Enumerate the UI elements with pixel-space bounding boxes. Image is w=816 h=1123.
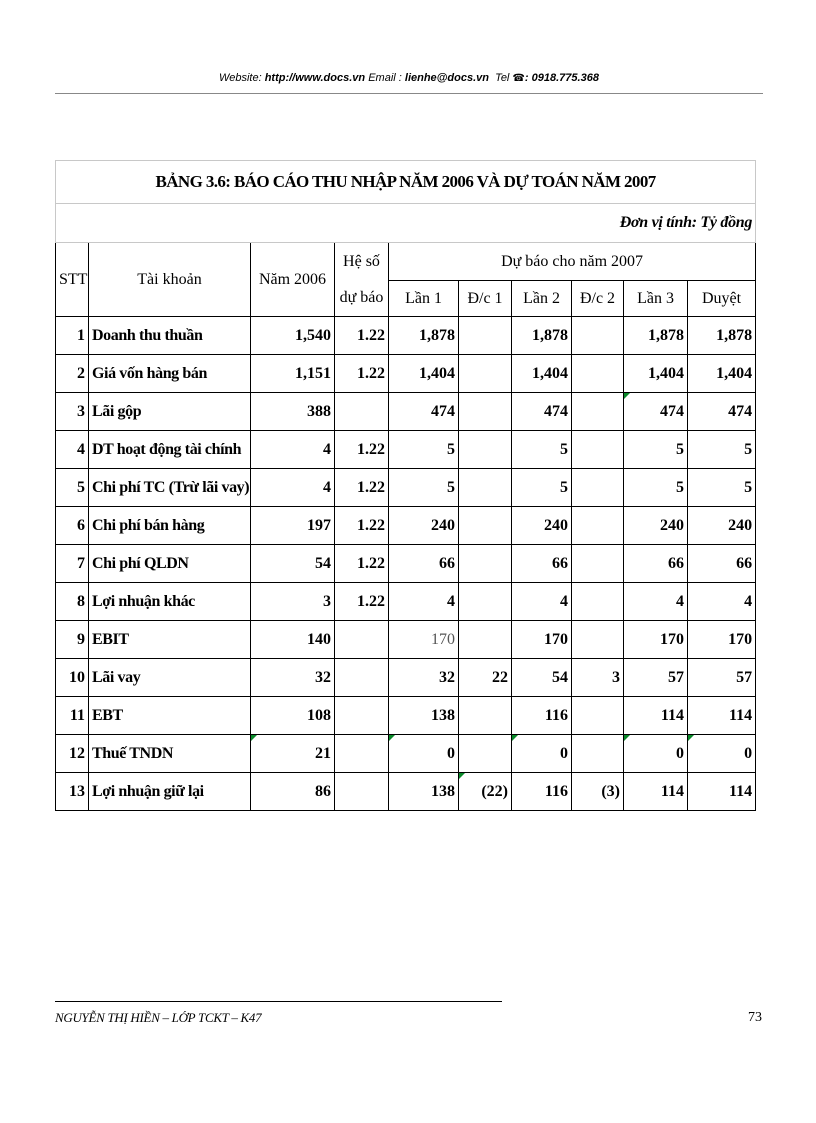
- cell-dc2: [572, 317, 624, 355]
- header-stt: STT: [56, 243, 89, 317]
- cell-lan3: 114: [624, 697, 688, 735]
- cell-dc2: (3): [572, 773, 624, 811]
- cell-dc2: [572, 621, 624, 659]
- cell-dc2: [572, 697, 624, 735]
- cell-stt: 7: [56, 545, 89, 583]
- cell-dc1: [459, 393, 512, 431]
- cell-lan1: 32: [389, 659, 459, 697]
- cell-lan1: 0: [389, 735, 459, 773]
- header-lan3: Lần 3: [624, 281, 688, 317]
- cell-coef: 1.22: [335, 583, 389, 621]
- cell-name: Thuế TNDN: [89, 735, 251, 773]
- table-row: [56, 621, 756, 659]
- header-account: Tài khoản: [89, 243, 251, 317]
- table-row: [56, 317, 756, 355]
- cell-lan2: 240: [512, 507, 572, 545]
- table-row: [56, 773, 756, 811]
- cell-coef: [335, 773, 389, 811]
- cell-lan3: 474: [624, 393, 688, 431]
- cell-lan2: 54: [512, 659, 572, 697]
- cell-lan2: 5: [512, 469, 572, 507]
- cell-dc2: [572, 355, 624, 393]
- cell-lan3: 170: [624, 621, 688, 659]
- cell-lan2: 1,878: [512, 317, 572, 355]
- cell-lan2: 5: [512, 431, 572, 469]
- cell-dc1: [459, 735, 512, 773]
- cell-coef: [335, 697, 389, 735]
- cell-lan3: 5: [624, 469, 688, 507]
- cell-dc1: 22: [459, 659, 512, 697]
- header-dc1: Đ/c 1: [459, 281, 512, 317]
- tel-label: Tel: [495, 72, 510, 84]
- cell-lan2: 170: [512, 621, 572, 659]
- footer-rule: [55, 1001, 502, 1002]
- cell-coef: 1.22: [335, 431, 389, 469]
- cell-duyet: 240: [688, 507, 756, 545]
- cell-lan2: 4: [512, 583, 572, 621]
- table-row: [56, 735, 756, 773]
- cell-y2006: 54: [251, 545, 335, 583]
- cell-dc2: [572, 583, 624, 621]
- table-title: BẢNG 3.6: BÁO CÁO THU NHẬP NĂM 2006 VÀ DỰ TOÁN NĂM 2007: [56, 161, 756, 204]
- cell-y2006: 4: [251, 431, 335, 469]
- cell-y2006: 4: [251, 469, 335, 507]
- cell-y2006: 86: [251, 773, 335, 811]
- cell-duyet: 114: [688, 773, 756, 811]
- cell-lan1: 4: [389, 583, 459, 621]
- cell-lan3: 66: [624, 545, 688, 583]
- cell-stt: 5: [56, 469, 89, 507]
- cell-dc1: [459, 431, 512, 469]
- cell-name: EBT: [89, 697, 251, 735]
- website-label: Website:: [219, 72, 262, 84]
- cell-lan2: 1,404: [512, 355, 572, 393]
- cell-stt: 2: [56, 355, 89, 393]
- page-header: [55, 72, 763, 84]
- cell-coef: [335, 735, 389, 773]
- website-url: http://www.docs.vn: [264, 72, 366, 84]
- header-rule: [55, 93, 763, 94]
- header-dc2: Đ/c 2: [572, 281, 624, 317]
- cell-dc2: [572, 469, 624, 507]
- cell-dc1: [459, 355, 512, 393]
- cell-duyet: 5: [688, 431, 756, 469]
- cell-dc1: [459, 697, 512, 735]
- cell-lan2: 116: [512, 773, 572, 811]
- cell-lan1: 5: [389, 469, 459, 507]
- cell-name: Lãi vay: [89, 659, 251, 697]
- cell-name: Chi phí bán hàng: [89, 507, 251, 545]
- table-row: [56, 431, 756, 469]
- footer-author: NGUYỄN THỊ HIỀN – LỚP TCKT – K47: [55, 1010, 262, 1025]
- cell-name: Chi phí TC (Trừ lãi vay): [89, 469, 251, 507]
- cell-lan2: 116: [512, 697, 572, 735]
- cell-duyet: 57: [688, 659, 756, 697]
- cell-dc1: [459, 545, 512, 583]
- cell-duyet: 474: [688, 393, 756, 431]
- cell-lan2: 66: [512, 545, 572, 583]
- phone-number: : 0918.775.368: [524, 72, 599, 84]
- table-row: [56, 659, 756, 697]
- cell-duyet: 114: [688, 697, 756, 735]
- table-row: [56, 469, 756, 507]
- table-row: [56, 507, 756, 545]
- cell-name: Doanh thu thuần: [89, 317, 251, 355]
- cell-lan3: 1,878: [624, 317, 688, 355]
- cell-stt: 12: [56, 735, 89, 773]
- cell-name: EBIT: [89, 621, 251, 659]
- cell-y2006: 197: [251, 507, 335, 545]
- cell-lan3: 0: [624, 735, 688, 773]
- cell-lan3: 114: [624, 773, 688, 811]
- cell-dc1: (22): [459, 773, 512, 811]
- header-coef-line1: Hệ số: [335, 243, 389, 281]
- cell-dc1: [459, 317, 512, 355]
- cell-dc2: 3: [572, 659, 624, 697]
- cell-name: Lãi gộp: [89, 393, 251, 431]
- cell-dc2: [572, 545, 624, 583]
- cell-lan1: 66: [389, 545, 459, 583]
- cell-coef: [335, 621, 389, 659]
- cell-stt: 4: [56, 431, 89, 469]
- cell-lan1: 5: [389, 431, 459, 469]
- cell-lan1: 1,878: [389, 317, 459, 355]
- cell-y2006: 32: [251, 659, 335, 697]
- table-row: [56, 545, 756, 583]
- cell-name: Giá vốn hàng bán: [89, 355, 251, 393]
- cell-stt: 10: [56, 659, 89, 697]
- cell-name: Lợi nhuận giữ lại: [89, 773, 251, 811]
- cell-stt: 3: [56, 393, 89, 431]
- cell-name: DT hoạt động tài chính: [89, 431, 251, 469]
- cell-dc2: [572, 393, 624, 431]
- cell-y2006: 388: [251, 393, 335, 431]
- table-row: [56, 583, 756, 621]
- header-lan1: Lần 1: [389, 281, 459, 317]
- cell-coef: [335, 659, 389, 697]
- cell-duyet: 1,878: [688, 317, 756, 355]
- cell-duyet: 1,404: [688, 355, 756, 393]
- cell-coef: 1.22: [335, 355, 389, 393]
- header-forecast-2007: Dự báo cho năm 2007: [389, 243, 756, 281]
- cell-duyet: 66: [688, 545, 756, 583]
- table-row: [56, 355, 756, 393]
- table-row: [56, 697, 756, 735]
- cell-duyet: 170: [688, 621, 756, 659]
- phone-icon: ☎: [512, 73, 525, 84]
- cell-lan1: 138: [389, 697, 459, 735]
- cell-lan1: 240: [389, 507, 459, 545]
- cell-name: Lợi nhuận khác: [89, 583, 251, 621]
- cell-lan1: 474: [389, 393, 459, 431]
- page-number: 73: [748, 1010, 762, 1025]
- cell-lan3: 5: [624, 431, 688, 469]
- cell-duyet: 0: [688, 735, 756, 773]
- cell-dc1: [459, 583, 512, 621]
- cell-stt: 8: [56, 583, 89, 621]
- email-address: lienhe@docs.vn: [404, 72, 489, 84]
- cell-y2006: 3: [251, 583, 335, 621]
- cell-lan2: 0: [512, 735, 572, 773]
- cell-dc2: [572, 735, 624, 773]
- cell-y2006: 108: [251, 697, 335, 735]
- cell-coef: 1.22: [335, 545, 389, 583]
- cell-lan3: 57: [624, 659, 688, 697]
- cell-dc2: [572, 507, 624, 545]
- cell-coef: [335, 393, 389, 431]
- cell-lan1: 1,404: [389, 355, 459, 393]
- cell-lan3: 240: [624, 507, 688, 545]
- cell-y2006: 1,151: [251, 355, 335, 393]
- header-duyet: Duyệt: [688, 281, 756, 317]
- cell-lan1: 138: [389, 773, 459, 811]
- cell-coef: 1.22: [335, 469, 389, 507]
- income-report-table: [55, 160, 756, 811]
- cell-y2006: 1,540: [251, 317, 335, 355]
- cell-dc1: [459, 469, 512, 507]
- cell-dc1: [459, 621, 512, 659]
- unit-label: Đơn vị tính: Tỷ đồng: [56, 204, 756, 243]
- cell-stt: 9: [56, 621, 89, 659]
- cell-name: Chi phí QLDN: [89, 545, 251, 583]
- cell-dc2: [572, 431, 624, 469]
- cell-dc1: [459, 507, 512, 545]
- header-coef-line2: dự báo: [335, 281, 389, 317]
- cell-coef: 1.22: [335, 317, 389, 355]
- cell-lan3: 4: [624, 583, 688, 621]
- cell-stt: 6: [56, 507, 89, 545]
- cell-stt: 13: [56, 773, 89, 811]
- cell-lan3: 1,404: [624, 355, 688, 393]
- cell-coef: 1.22: [335, 507, 389, 545]
- cell-stt: 11: [56, 697, 89, 735]
- header-year-2006: Năm 2006: [251, 243, 335, 317]
- cell-duyet: 5: [688, 469, 756, 507]
- cell-duyet: 4: [688, 583, 756, 621]
- table-row: [56, 393, 756, 431]
- cell-stt: 1: [56, 317, 89, 355]
- cell-y2006: 140: [251, 621, 335, 659]
- header-lan2: Lần 2: [512, 281, 572, 317]
- cell-y2006: 21: [251, 735, 335, 773]
- email-label: Email :: [368, 72, 402, 84]
- cell-lan2: 474: [512, 393, 572, 431]
- cell-lan1: 170: [389, 621, 459, 659]
